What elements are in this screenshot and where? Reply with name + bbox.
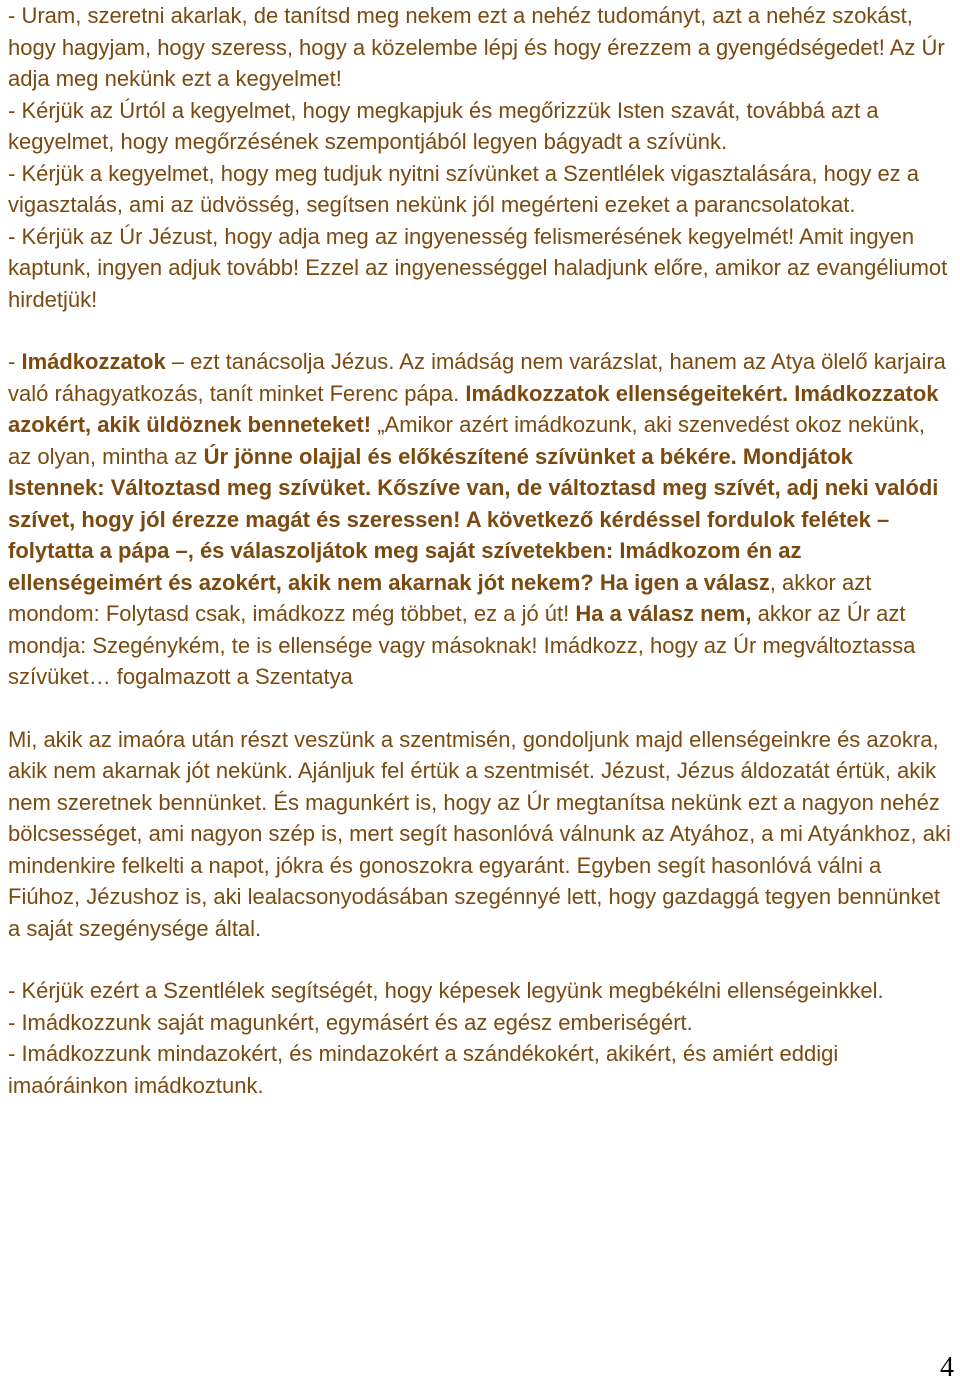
text-run-bold: Mondjátok Istennek: Változtasd meg szívüket. Kőszíve van, de változtasd meg szívét, adj neki valódi szívet, hogy jól érezze magát és szeressen! A következő kérdéssel fordulok felétek – folytatta a pápa –, és válaszoljátok meg saját szívetekben: Imádkozom én az ellenségeimért és azokért, akik nem akarnak jót nekem? Ha igen a válasz <box>8 443 939 595</box>
paragraph-prayer-1: - Uram, szeretni akarlak, de tanítsd meg nekem ezt a nehéz tudományt, azt a nehéz szokást, hogy hagyjam, hogy szeress, hogy a közelembe lépj és hogy érezzem a gyengédségedet! Az Úr adja meg nekünk ezt a kegyelmet! <box>8 3 945 91</box>
text-run-bold: Imádkozzatok <box>21 349 166 374</box>
paragraph-closing-3: - Imádkozzunk mindazokért, és mindazokért a szándékokért, akikért, és amiért eddigi imaóráinkon imádkoztunk. <box>8 1041 839 1098</box>
text-run: „Amikor azért imádkozunk, aki szenvedést okoz nekünk, az olyan, mintha az <box>8 412 926 469</box>
paragraph-spacer <box>8 693 954 724</box>
paragraph-mass-offering: Mi, akik az imaóra után részt veszünk a szentmisén, gondoljunk majd ellenségeinkre és azokra, akik nem akarnak jót nekünk. Ajánljuk fel értük a szentmisét. Jézust, Jézus áldozatát értük, akik nem szeretnek bennünket. És magunkért is, hogy az Úr megtanítsa nekünk ezt a nagyon nehéz bölcsességet, ami nagyon szép is, mert segít hasonlóvá válnunk az Atyához, a mi Atyánkhoz, aki mindenkire felkelti a napot, jókra és gonoszokra egyaránt. Egyben segít hasonlóvá válni a Fiúhoz, Jézushoz is, aki lealacsonyodásában szegénnyé lett, hogy gazdaggá tegyen bennünket a saját szegénysége által. <box>8 726 951 941</box>
text-run-bold: Úr jönne olajjal és előkészítené szívünket a békére. <box>203 443 737 469</box>
text-run: , akkor azt mondom: Folytasd csak, imádkozz még többet, ez a jó út! <box>8 569 872 626</box>
paragraph-prayer-4: - Kérjük az Úr Jézust, hogy adja meg az ingyenesség felismerésének kegyelmét! Amit ingyen kaptunk, ingyen adjuk tovább! Ezzel az ingyenességgel haladjunk előre, amikor az evangéliumot hirdetjük! <box>8 223 948 312</box>
text-run-bold: Ha a válasz nem, <box>575 601 752 626</box>
text-run: akkor az Úr azt mondja: Szegénykém, te is ellensége vagy másoknak! Imádkozz, hogy az Úr megváltoztassa szívüket… fogalmazott a Szentatya <box>8 601 916 689</box>
text-run-bold: Imádkozzatok ellenségeitekért. Imádkozzatok azokért, akik üldöznek benneteket! <box>8 380 939 437</box>
paragraph-prayer-3: - Kérjük a kegyelmet, hogy meg tudjuk nyitni szívünket a Szentlélek vigasztalására, hogy ez a vigasztalás, ami az üdvösség, segítsen nekünk jól megérteni ezeket a parancsolatokat. <box>8 160 920 217</box>
paragraph-spacer <box>8 944 954 975</box>
paragraph-spacer <box>8 315 954 346</box>
paragraph-pope-quote <box>8 346 954 693</box>
text-run: - <box>8 349 22 374</box>
text-run: – ezt tanácsolja Jézus. Az imádság nem varázslat, hanem az Atya ölelő karjaira való ráhagyatkozás, tanít minket Ferenc pápa. <box>8 349 946 406</box>
paragraph-closing-1: - Kérjük ezért a Szentlélek segítségét, hogy képesek legyünk megbékélni ellenségeinkkel. <box>8 978 884 1003</box>
paragraph-prayer-2: - Kérjük az Úrtól a kegyelmet, hogy megkapjuk és megőrizzük Isten szavát, továbbá azt a kegyelmet, hogy megőrzésének szempontjából legyen bágyadt a szívünk. <box>8 97 879 154</box>
page-number: 4 <box>940 1352 954 1383</box>
paragraph-closing-2: - Imádkozzunk saját magunkért, egymásért és az egész emberiségért. <box>8 1009 693 1035</box>
document-page <box>8 0 954 1101</box>
